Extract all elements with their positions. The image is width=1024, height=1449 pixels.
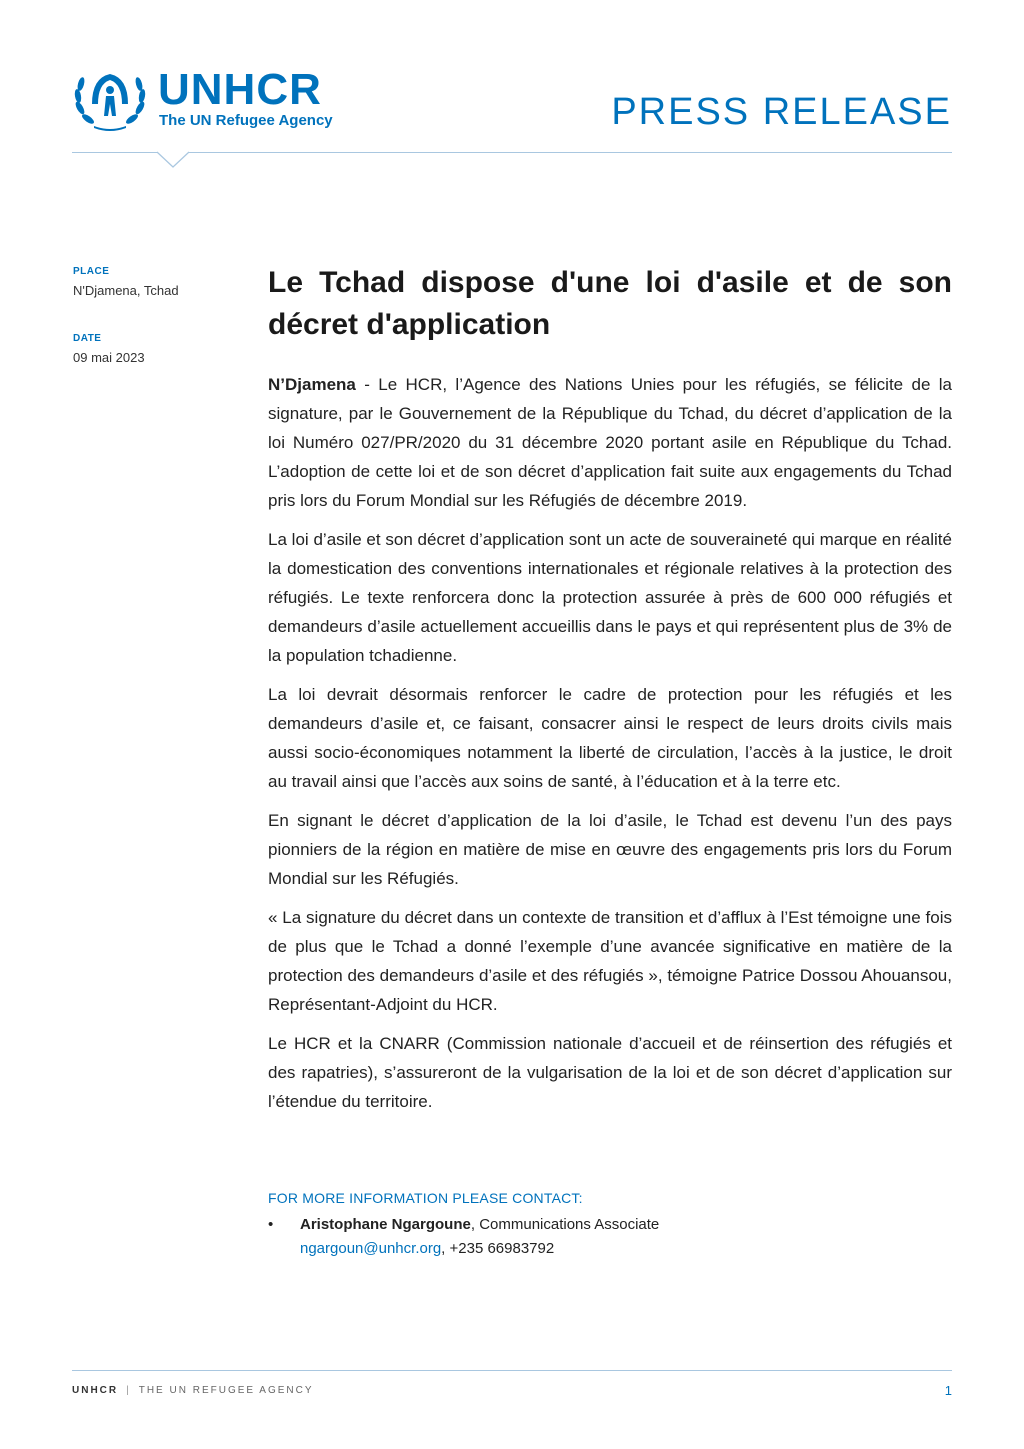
date-value: 09 mai 2023 bbox=[73, 350, 145, 365]
footer-brand-name: UNHCR bbox=[72, 1385, 119, 1396]
footer-separator: | bbox=[126, 1385, 131, 1396]
contact-role: , Communications Associate bbox=[470, 1216, 660, 1233]
contact-name: Aristophane Ngargoune bbox=[300, 1216, 471, 1233]
bullet: • bbox=[268, 1216, 274, 1233]
contact-line-1 bbox=[300, 1213, 952, 1237]
footer-divider bbox=[72, 1370, 952, 1371]
paragraph-5: « La signature du décret dans un contexte de transition et d’afflux à l’Est témoigne une fois de plus que le Tchad a donné l’exemple d’une avancée significative en matière de la protection des demandeurs d’asile et des réfugiés », témoigne Patrice Dossou Ahouansou, Représentant-Adjoint du HCR. bbox=[268, 908, 952, 1014]
place-value: N'Djamena, Tchad bbox=[73, 283, 179, 298]
footer-brand bbox=[72, 1385, 314, 1396]
date-block bbox=[73, 333, 243, 365]
unhcr-emblem-icon bbox=[72, 64, 148, 132]
logo-tagline: The UN Refugee Agency bbox=[159, 112, 333, 129]
lead-place: N’Djamena bbox=[268, 375, 356, 394]
headline: Le Tchad dispose d'une loi d'asile et de son décret d'application bbox=[268, 266, 952, 341]
place-label: PLACE bbox=[73, 266, 110, 277]
chevron-down-icon bbox=[156, 151, 190, 169]
article-body bbox=[268, 370, 952, 1126]
place-block bbox=[73, 266, 243, 298]
paragraph-6: Le HCR et la CNARR (Commission nationale d’accueil et de réinsertion des réfugiés et des rapatries), s’assureront de la vulgarisation de la loi et de son décret d’application sur l’étendue du territoire. bbox=[268, 1034, 952, 1111]
footer-agency: THE UN REFUGEE AGENCY bbox=[138, 1385, 314, 1396]
document-type-title: PRESS RELEASE bbox=[611, 91, 952, 133]
contact-heading: FOR MORE INFORMATION PLEASE CONTACT: bbox=[268, 1190, 583, 1206]
paragraph-4: En signant le décret d’application de la loi d’asile, le Tchad est devenu l’un des pays pionniers de la région en matière de mise en œuvre des engagements pris lors du Forum Mondial sur les Réfugiés. bbox=[268, 811, 952, 888]
contact-line-2 bbox=[300, 1237, 952, 1261]
paragraph-2: La loi d’asile et son décret d’application sont un acte de souveraineté qui marque en réalité la domestication des conventions internationales et régionale relatives à la protection des réfugiés. Le texte renforcera donc la protection assurée à près de 600 000 réfugiés et demandeurs d’asile actuellement accueillis dans le pays et qui représentent plus de 3% de la population tchadienne. bbox=[268, 530, 952, 665]
header-divider bbox=[72, 152, 952, 153]
contact-phone: , +235 66983792 bbox=[441, 1240, 555, 1257]
page-number: 1 bbox=[944, 1383, 952, 1398]
paragraph-1 bbox=[268, 370, 952, 515]
contact-item bbox=[268, 1213, 952, 1261]
contact-email-link[interactable]: ngargoun@unhcr.org bbox=[300, 1240, 442, 1257]
logo-wordmark: UNHCR bbox=[158, 65, 322, 114]
date-label: DATE bbox=[73, 333, 102, 344]
paragraph-1-text: - Le HCR, l’Agence des Nations Unies pour les réfugiés, se félicite de la signature, par le Gouvernement de la République du Tchad, du décret d’application de la loi Numéro 027/PR/2020 du 31 décembre 2020 portant asile en République du Tchad. L’adoption de cette loi et de son décret d’application fait suite aux engagements du Tchad pris lors du Forum Mondial sur les Réfugiés de décembre 2019. bbox=[268, 375, 952, 510]
unhcr-logo bbox=[72, 64, 352, 134]
paragraph-3: La loi devrait désormais renforcer le cadre de protection pour les réfugiés et les demandeurs d’asile et, ce faisant, consacrer ainsi le respect de leurs droits civils mais aussi socio-économiques notamment la liberté de circulation, l’accès à la justice, le droit au travail ainsi que l’accès aux soins de santé, à l’éducation et à la terre etc. bbox=[268, 685, 952, 791]
